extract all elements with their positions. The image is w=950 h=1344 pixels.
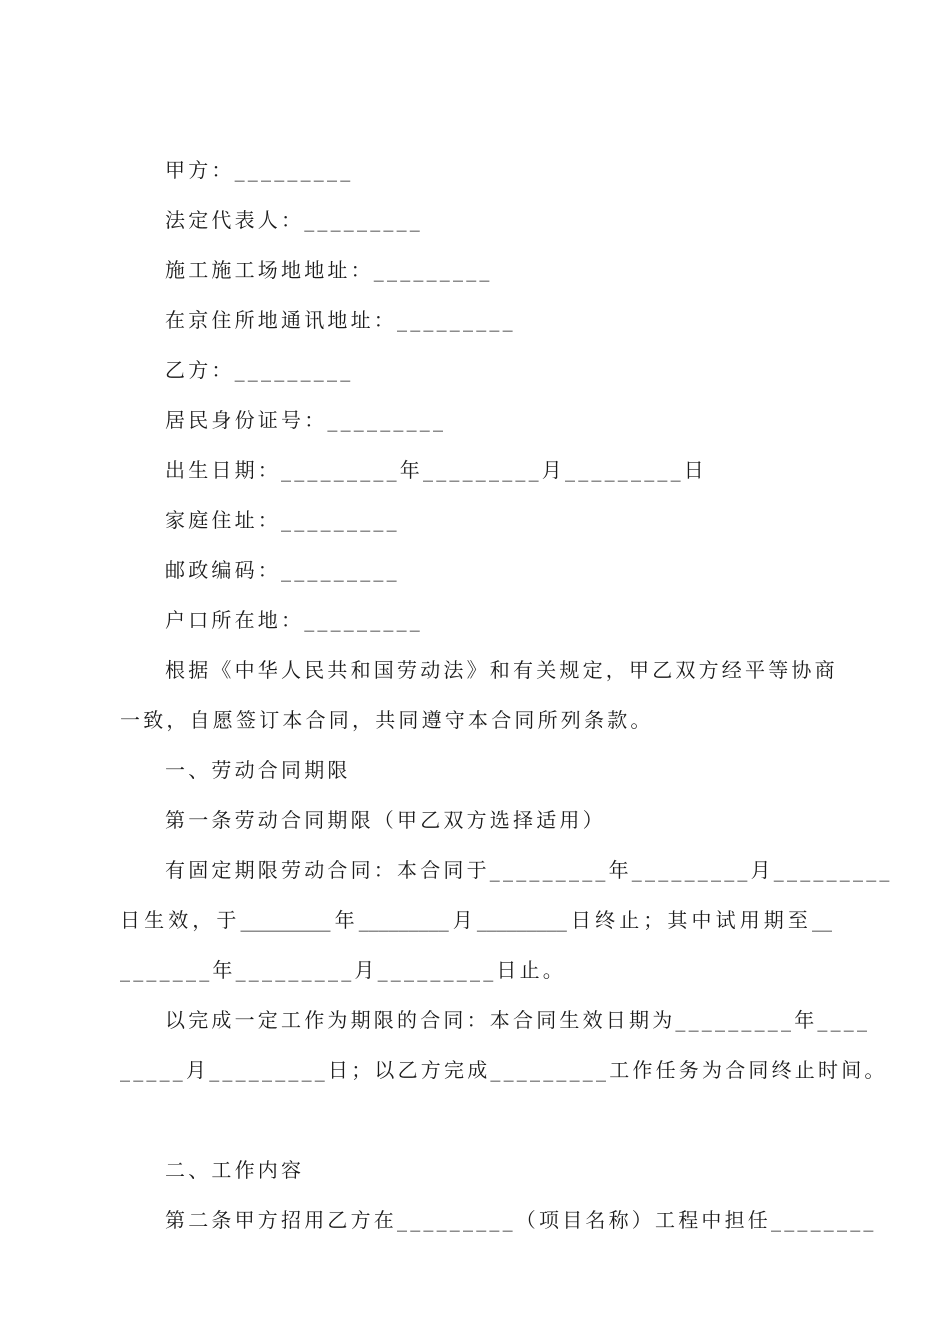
preamble-line-2: 一致，自愿签订本合同，共同遵守本合同所列条款。 <box>120 708 654 732</box>
article-2-line: 第二条甲方招用乙方在_________（项目名称）工程中担任________ <box>165 1208 877 1232</box>
fixed-term-line-2: 日生效，于_________年_________月_________日终止；其中试用期至__ <box>120 908 832 932</box>
section-1-heading: 一、劳动合同期限 <box>165 758 351 782</box>
id-number-line: 居民身份证号：_________ <box>165 408 447 432</box>
birth-date-line: 出生日期：_________年_________月_________日 <box>165 458 707 482</box>
postal-code-line: 邮政编码：_________ <box>165 558 400 582</box>
construction-site-address-line: 施工施工场地地址：_________ <box>165 258 493 282</box>
task-term-line-2: _____月_________日；以乙方完成_________工作任务为合同终止时间。 <box>120 1058 888 1082</box>
article-1-title: 第一条劳动合同期限（甲乙双方选择适用） <box>165 808 606 832</box>
party-a-line: 甲方：_________ <box>165 158 354 182</box>
preamble-line-1: 根据《中华人民共和国劳动法》和有关规定，甲乙双方经平等协商 <box>165 658 838 682</box>
section-2-heading: 二、工作内容 <box>165 1158 305 1182</box>
fixed-term-line-3: _______年_________月_________日止。 <box>120 958 566 982</box>
home-address-line: 家庭住址：_________ <box>165 508 400 532</box>
household-registration-line: 户口所在地：_________ <box>165 608 423 632</box>
party-b-line: 乙方：_________ <box>165 358 354 382</box>
beijing-address-line: 在京住所地通讯地址：_________ <box>165 308 516 332</box>
task-term-line-1: 以完成一定工作为期限的合同：本合同生效日期为_________年____ <box>165 1008 871 1032</box>
fixed-term-line-1: 有固定期限劳动合同：本合同于_________年_________月_________ <box>165 858 893 882</box>
legal-representative-line: 法定代表人：_________ <box>165 208 423 232</box>
